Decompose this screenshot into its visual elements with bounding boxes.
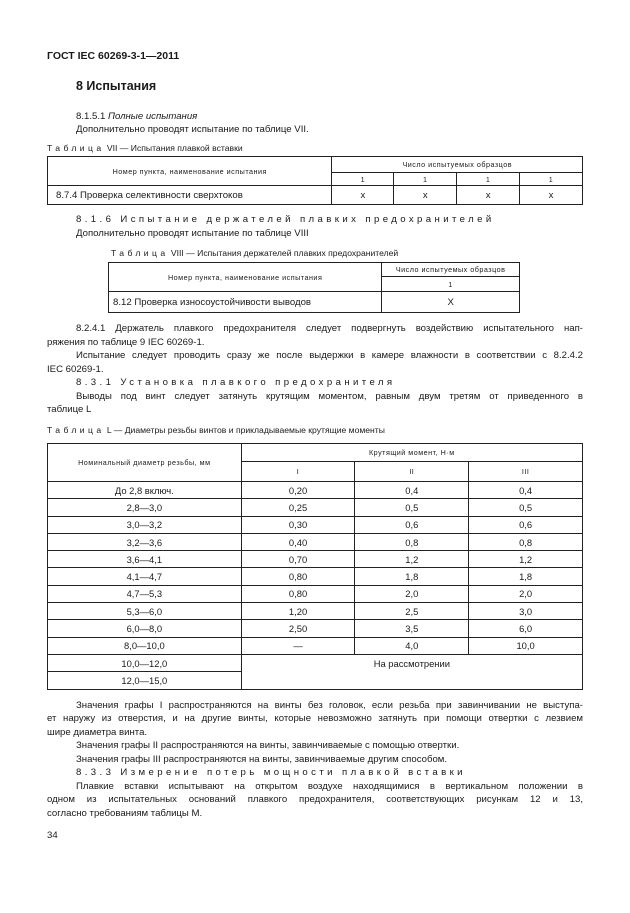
caption-rest: VIII — Испытания держателей плавких предохранителей [170,248,399,258]
col-header: Номинальный диаметр резьбы, мм [48,444,242,482]
torque-cell: 1,8 [469,568,583,585]
value-cell: x [520,186,583,205]
torque-cell: 0,80 [241,585,355,602]
clause-8-1-6-text: Дополнительно проводят испытание по таблице VIII [76,228,309,239]
group-header: Крутящий момент, Н·м [241,444,582,462]
torque-cell: 1,2 [469,551,583,568]
under-review-cell: На рассмотрении [241,654,582,689]
table-row [48,637,583,654]
torque-cell: 4,0 [355,637,469,654]
note-line: Значения графы I распространяются на винты без головок, если резьба при завинчивании не выступа- [76,700,583,711]
table-vii [47,156,583,205]
clause-number: 8.1.5.1 [76,111,106,122]
count-cell: 1 [332,173,394,186]
note-line: Значения графы II распространяются на винты, завинчиваемые с помощью отвертки. [76,740,460,751]
torque-cell: 0,40 [241,533,355,550]
torque-cell: 2,5 [355,603,469,620]
diameter-cell: 5,3—6,0 [48,603,242,620]
clause-8-3-3-line: согласно требованиям таблицы М. [47,808,203,819]
torque-cell: 0,30 [241,516,355,533]
clause-8-2-4-1-line: ряжения по таблице 9 IEC 60269-1. [47,337,205,348]
count-cell: 1 [457,173,520,186]
torque-cell: — [241,637,355,654]
row-label: 8.7.4 Проверка селективности сверхтоков [48,186,332,205]
table-row [48,499,583,516]
col-header: Номер пункта, наименование испытания [48,157,332,186]
diameter-cell: 4,7—5,3 [48,585,242,602]
torque-cell: 10,0 [469,637,583,654]
value-cell: x [457,186,520,205]
table-row [48,568,583,585]
count-cell: 1 [382,277,520,292]
note-line: шире диаметра винта. [47,727,148,738]
clause-8-3-1-line: Выводы под винт следует затянуть крутящим моментом, равным двум третям от приведенного в [76,391,583,402]
diameter-cell: 2,8—3,0 [48,499,242,516]
table-viii-caption [111,248,398,258]
diameter-cell: 3,6—4,1 [48,551,242,568]
diameter-cell: 6,0—8,0 [48,620,242,637]
torque-cell: 0,6 [469,516,583,533]
table-row [48,533,583,550]
row-label: 8.12 Проверка износоустойчивости выводов [109,292,382,313]
diameter-cell: 12,0—15,0 [48,672,242,689]
torque-cell: 1,20 [241,603,355,620]
table-l-caption [47,425,385,435]
caption-word: Таблица [111,248,169,258]
diameter-cell: 3,2—3,6 [48,533,242,550]
col-header: Номер пункта, наименование испытания [109,263,382,292]
sub-header: I [241,462,355,482]
torque-cell: 3,5 [355,620,469,637]
diameter-cell: 3,0—3,2 [48,516,242,533]
torque-cell: 0,8 [355,533,469,550]
torque-cell: 1,8 [355,568,469,585]
torque-cell: 2,0 [469,585,583,602]
torque-cell: 0,5 [469,499,583,516]
clause-8-3-3-line: одном из испытательных оснований плавкого предохранителя, соответствующих рисункам 12 и 13, [47,794,583,805]
torque-cell: 6,0 [469,620,583,637]
clause-title: Полные испытания [108,111,198,122]
table-l [47,443,583,690]
diameter-cell: 8,0—10,0 [48,637,242,654]
table-row [48,516,583,533]
clause-8-3-1-heading: 8.3.1 Установка плавкого предохранителя [76,377,396,388]
clause-8-1-6-heading: 8.1.6 Испытание держателей плавких предохранителей [76,214,495,225]
caption-word: Таблица [47,425,105,435]
torque-cell: 0,80 [241,568,355,585]
document-code: ГОСТ IEC 60269-3-1—2011 [47,50,180,62]
torque-cell: 0,4 [469,482,583,499]
clause-8-2-4-1-line: Испытание следует проводить сразу же после выдержки в камере влажности в соответствии с 8.2.4.2 [76,350,583,361]
torque-cell: 0,5 [355,499,469,516]
torque-cell: 3,0 [469,603,583,620]
diameter-cell: 4,1—4,7 [48,568,242,585]
caption-word: Таблица [47,143,105,153]
clause-8-1-5-1-heading [76,111,197,122]
count-cell: 1 [520,173,583,186]
table-vii-caption [47,143,243,153]
torque-cell: 0,8 [469,533,583,550]
torque-cell: 0,70 [241,551,355,568]
table-row [48,603,583,620]
table-row [48,186,583,205]
sub-header: III [469,462,583,482]
note-line: Значения графы III распространяются на винты, завинчиваемые другим способом. [76,754,448,765]
clause-8-2-4-1-line: 8.2.4.1 Держатель плавкого предохранителя следует подвергнуть воздействию испытательного нап- [76,323,583,334]
torque-cell: 2,50 [241,620,355,637]
clause-8-2-4-1-line: IEC 60269-1. [47,364,104,375]
table-row [48,654,583,671]
caption-rest: L — Диаметры резьбы винтов и прикладываемые крутящие моменты [106,425,385,435]
value-cell: X [382,292,520,313]
value-cell: x [332,186,394,205]
torque-cell: 0,4 [355,482,469,499]
page-number: 34 [47,830,58,841]
table-row [48,620,583,637]
table-row [48,482,583,499]
torque-cell: 0,25 [241,499,355,516]
table-viii [108,262,520,313]
clause-8-1-5-1-text: Дополнительно проводят испытание по таблице VII. [76,124,309,135]
torque-cell: 0,6 [355,516,469,533]
note-line: ет наружу из отверстия, и на другие винты, которые невозможно затянуть при помощи отвертки с лезвием [47,713,583,724]
torque-cell: 2,0 [355,585,469,602]
diameter-cell: До 2,8 включ. [48,482,242,499]
value-cell: x [394,186,457,205]
diameter-cell: 10,0—12,0 [48,654,242,671]
count-cell: 1 [394,173,457,186]
torque-cell: 1,2 [355,551,469,568]
caption-rest: VII — Испытания плавкой вставки [106,143,243,153]
clause-8-3-3-line: Плавкие вставки испытывают на открытом воздухе находящимися в вертикальном положении в [76,781,583,792]
sub-header: II [355,462,469,482]
group-header: Число испытуемых образцов [332,157,583,173]
table-row [48,585,583,602]
table-row [48,551,583,568]
clause-8-3-3-heading: 8.3.3 Измерение потерь мощности плавкой вставки [76,767,466,778]
group-header: Число испытуемых образцов [382,263,520,277]
section-title: 8 Испытания [76,79,157,93]
clause-8-3-1-line: таблице L [47,404,92,415]
table-row [109,292,520,313]
torque-cell: 0,20 [241,482,355,499]
